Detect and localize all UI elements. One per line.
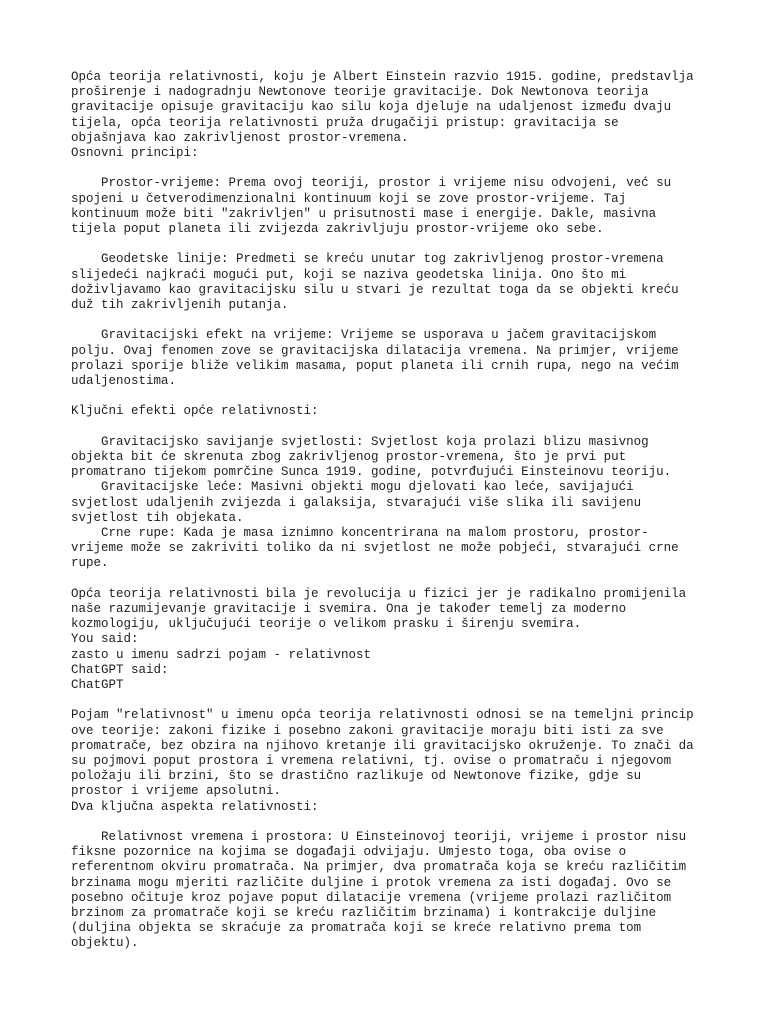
text-line: objašnjava kao zakrivljenost prostor-vremena. — [71, 130, 409, 145]
text-line: promatrače, bez obzira na njihovo kretanje ili gravitacijsko okruženje. To znači da — [71, 738, 694, 753]
text-line: proširenje i nadogradnju Newtonove teorije gravitacije. Dok Newtonova teorija — [71, 85, 649, 100]
text-line: zasto u imenu sadrzi pojam - relativnost — [71, 647, 372, 662]
text-line: tijela, opća teorija relativnosti pruža drugačiji pristup: gravitacija se — [71, 115, 619, 130]
blank-line — [71, 420, 711, 435]
text-line: gravitacije opisuje gravitaciju kao silu koja djeluje na udaljenost između dvaju — [71, 100, 672, 115]
text-line: ChatGPT said: — [71, 662, 169, 677]
text-line: spojeni u četverodimenzionalni kontinuum koji se zove prostor-vrijeme. Taj — [71, 191, 627, 206]
text-line: referentnom okviru promatrača. Na primjer, dva promatrača koja se kreću različitim — [71, 860, 687, 875]
text-line: su pojmovi poput prostora i vremena relativni, tj. ovise o promatraču i njegovom — [71, 754, 672, 769]
text-line: svjetlost tih objekata. — [71, 510, 244, 525]
blank-line — [71, 693, 711, 708]
text-line: Crne rupe: Kada je masa iznimno koncentrirana na malom prostoru, prostor- — [71, 526, 649, 541]
blank-line — [71, 237, 711, 252]
text-line: promatrano tijekom pomrčine Sunca 1919. godine, potvrđujući Einsteinovu teoriju. — [71, 465, 672, 480]
text-line: Prostor-vrijeme: Prema ovoj teoriji, prostor i vrijeme nisu odvojeni, već su — [71, 176, 672, 191]
text-line: fiksne pozornice na kojima se događaji odvijaju. Umjesto toga, oba ovise o — [71, 845, 627, 860]
text-line: ove teorije: zakoni fizike i posebno zakoni gravitacije moraju biti isti za sve — [71, 723, 664, 738]
text-line: objektu). — [71, 936, 139, 951]
text-line: Gravitacijsko savijanje svjetlosti: Svjetlost koja prolazi blizu masivnog — [71, 434, 649, 449]
text-line: vrijeme može se zakriviti toliko da ni svjetlost ne može pobjeći, stvarajući crne — [71, 541, 679, 556]
text-line: tijela poput planeta ili zvijezda zakrivljuju prostor-vrijeme oko sebe. — [71, 222, 604, 237]
text-line: Dva ključna aspekta relativnosti: — [71, 799, 319, 814]
text-line: svjetlost udaljenih zvijezda i galaksija, stvarajući više slika ili savijenu — [71, 495, 642, 510]
text-line: rupe. — [71, 556, 109, 571]
text-line: Relativnost vremena i prostora: U Einsteinovoj teoriji, vrijeme i prostor nisu — [71, 830, 687, 845]
text-line: brzinom za promatrače koji se kreću različitim brzinama) i kontrakcije duljine — [71, 906, 657, 921]
text-line: Geodetske linije: Predmeti se kreću unutar tog zakrivljenog prostor-vremena — [71, 252, 664, 267]
text-line: posebno očituje kroz pojave poput dilatacije vremena (vrijeme prolazi različitom — [71, 890, 672, 905]
text-line: duž tih zakrivljenih putanja. — [71, 298, 289, 313]
text-line: kontinuum može biti "zakrivljen" u prisutnosti mase i energije. Dakle, masivna — [71, 206, 657, 221]
text-line: objekta bit će skrenuta zbog zakrivljenog prostor-vremena, što je prvi put — [71, 450, 627, 464]
text-line: Gravitacijski efekt na vrijeme: Vrijeme se usporava u jačem gravitacijskom — [71, 328, 657, 343]
text-line: Gravitacijske leće: Masivni objekti mogu djelovati kao leće, savijajući — [71, 480, 634, 495]
text-line: Pojam "relativnost" u imenu opća teorija relativnosti odnosi se na temeljni princip — [71, 708, 694, 723]
text-line: brzinama mogu mjeriti različite duljine i protok vremena za isti događaj. Ovo se — [71, 875, 672, 890]
text-line: Opća teorija relativnosti bila je revolucija u fizici jer je radikalno promijenila — [71, 586, 687, 601]
text-line: položaju ili brzini, što se drastično razlikuje od Newtonove fizike, gdje su — [71, 769, 642, 784]
text-line: ChatGPT — [71, 678, 124, 693]
blank-line — [71, 389, 711, 404]
blank-line — [71, 161, 711, 176]
text-line: You said: — [71, 632, 139, 647]
text-line: slijedeći najkraći mogući put, koji se naziva geodetska linija. Ono što mi — [71, 267, 627, 282]
text-line: (duljina objekta se skraćuje za promatrača koji se kreće relativno prema tom — [71, 921, 642, 936]
text-line: kozmologiju, uključujući teorije o velikom prasku i širenju svemira. — [71, 617, 582, 632]
text-line: polju. Ovaj fenomen zove se gravitacijska dilatacija vremena. Na primjer, vrijeme — [71, 343, 679, 358]
text-line: doživljavamo kao gravitacijsku silu u stvari je rezultat toga da se objekti kreću — [71, 282, 679, 297]
blank-line — [71, 572, 711, 587]
text-line: Opća teorija relativnosti, koju je Albert Einstein razvio 1915. godine, predstavlja — [71, 70, 694, 84]
blank-line — [71, 815, 711, 830]
text-line: naše razumijevanje gravitacije i svemira. Ona je također temelj za moderno — [71, 602, 627, 617]
text-line: Osnovni principi: — [71, 146, 199, 161]
text-line: udaljenostima. — [71, 374, 177, 389]
text-line: Ključni efekti opće relativnosti: — [71, 404, 319, 419]
blank-line — [71, 313, 711, 328]
text-line: prolazi sporije bliže velikim masama, poput planeta ili crnih rupa, nego na većim — [71, 358, 679, 373]
document-body — [71, 70, 711, 952]
text-line: prostor i vrijeme apsolutni. — [71, 784, 282, 799]
